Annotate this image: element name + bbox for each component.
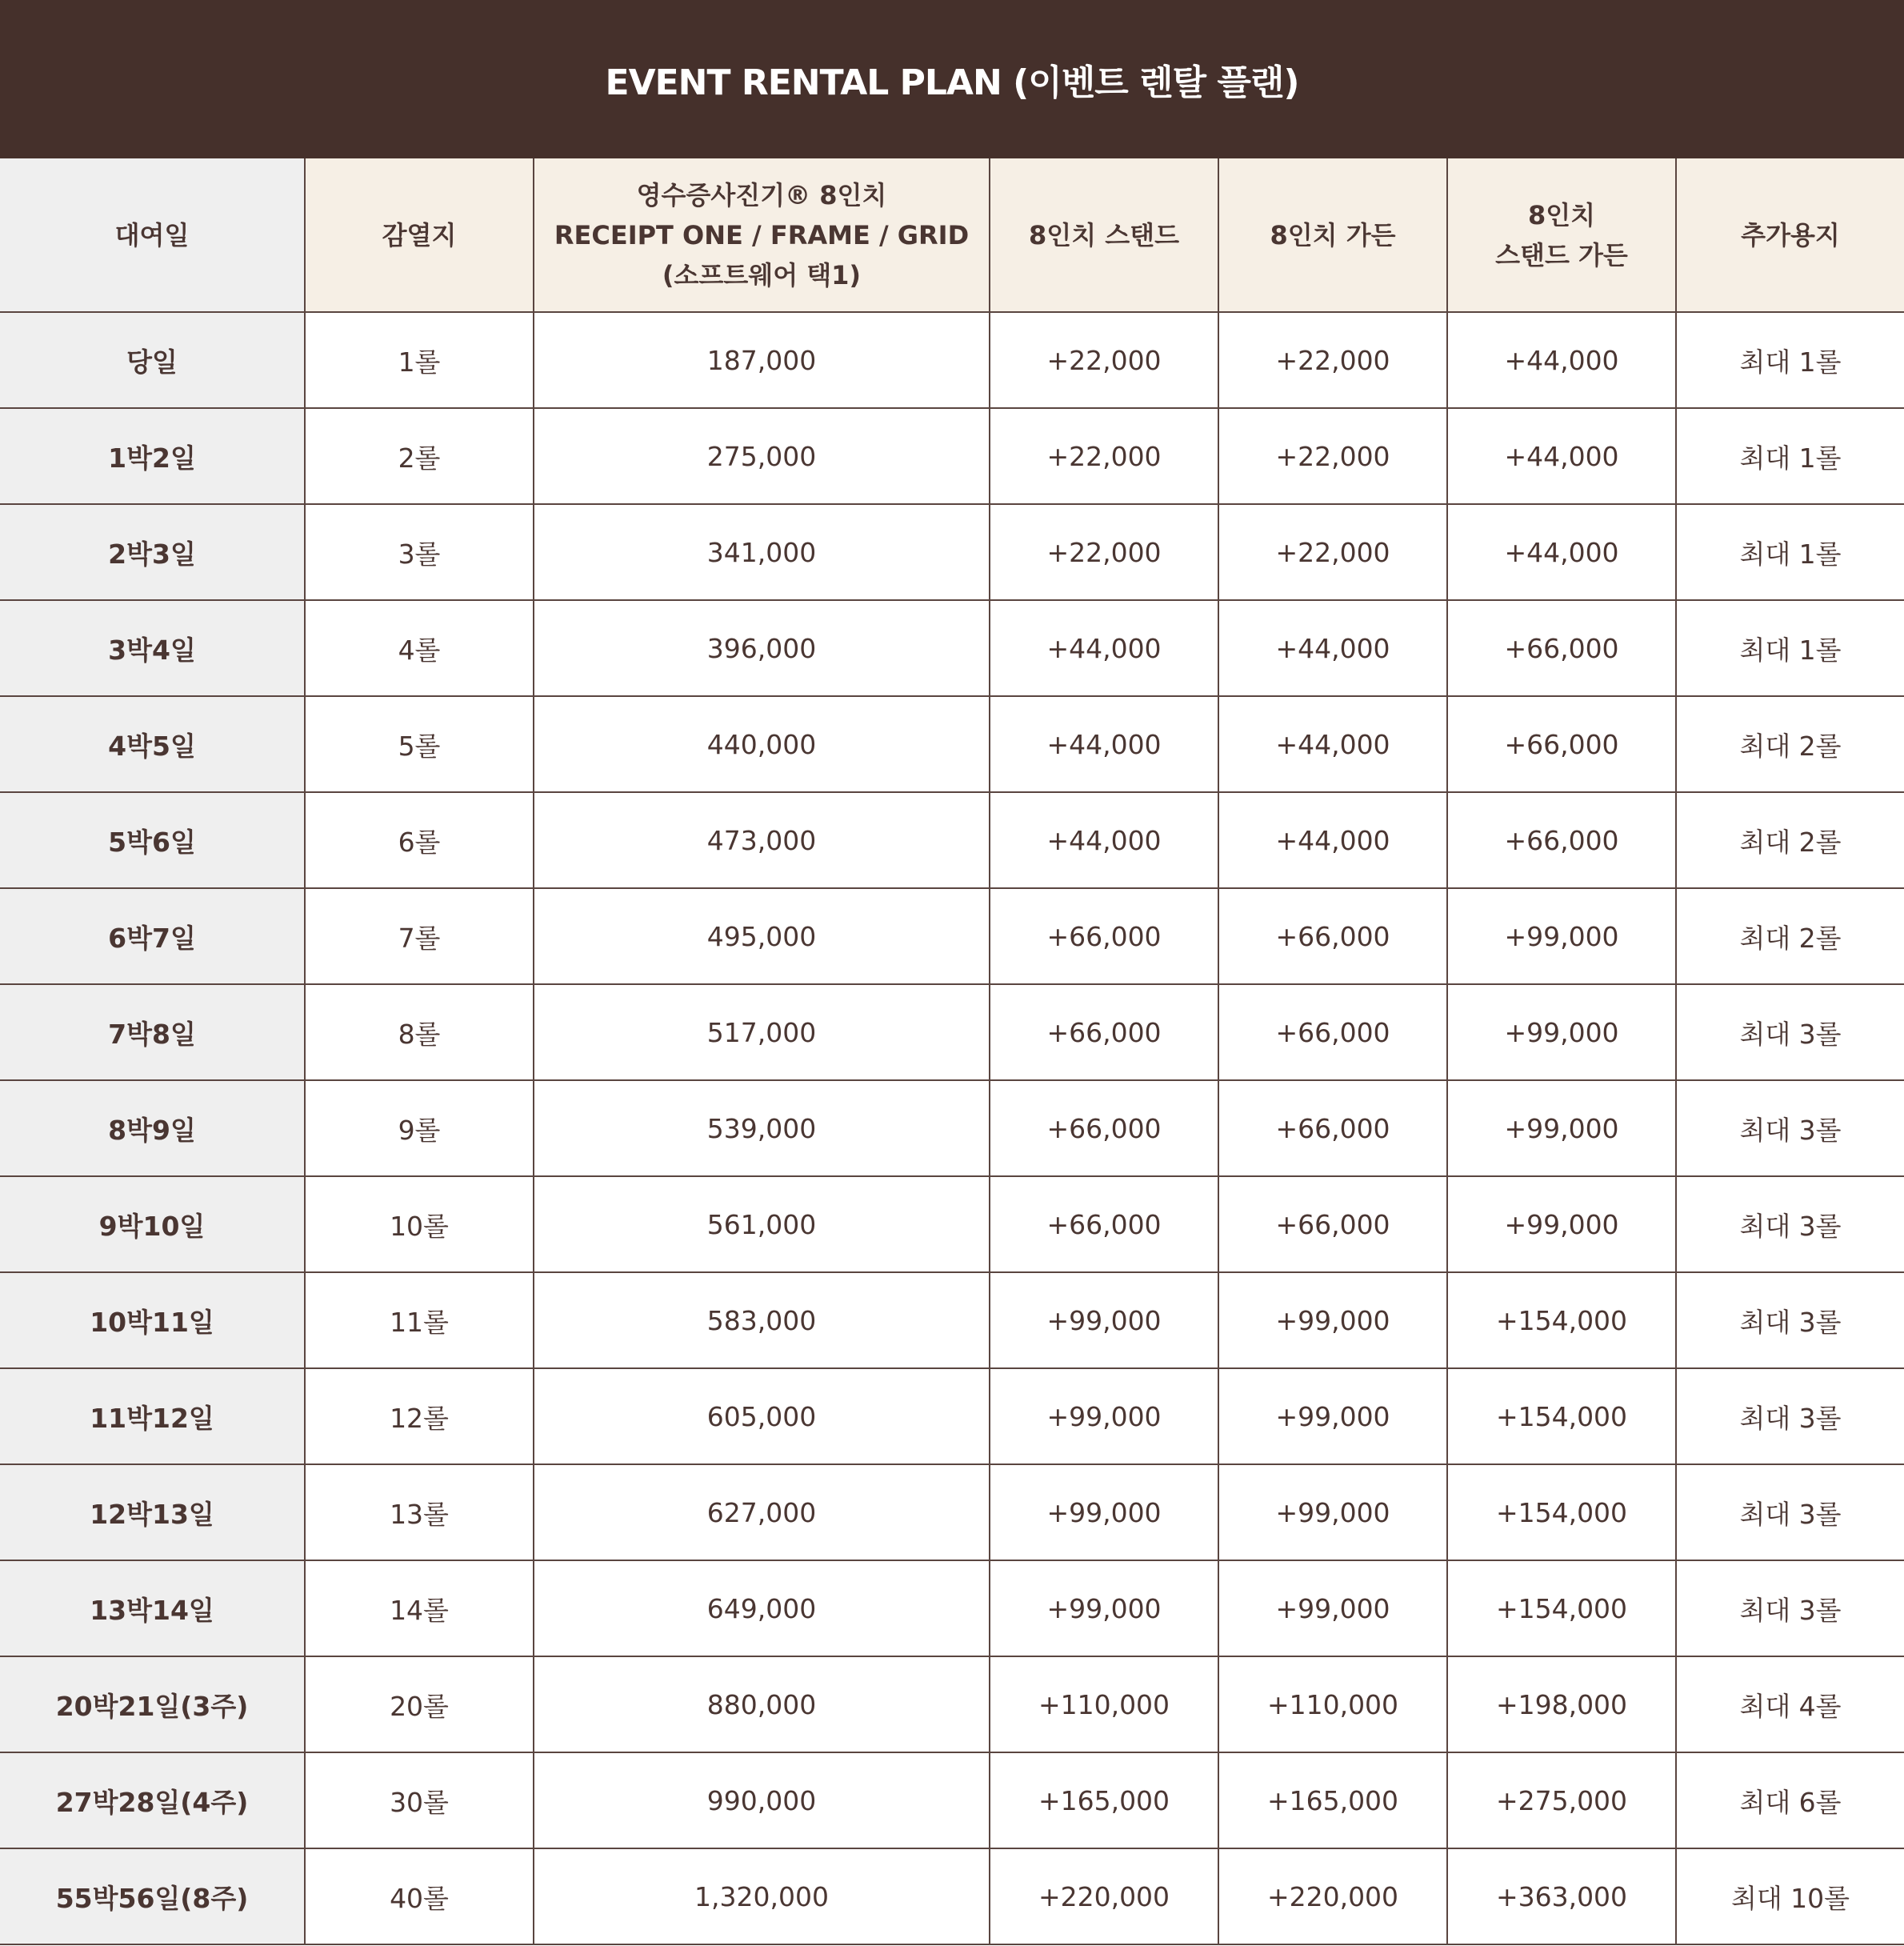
camera-price-cell: 440,000 <box>534 696 990 792</box>
extra-paper-cell: 최대 10롤 <box>1676 1848 1904 1944</box>
stand-garden-price-cell: +66,000 <box>1447 696 1676 792</box>
stand-garden-price-cell: +99,000 <box>1447 984 1676 1080</box>
extra-paper-cell: 최대 1롤 <box>1676 408 1904 504</box>
table-row <box>0 1176 1904 1272</box>
stand-price-cell: +99,000 <box>990 1368 1218 1464</box>
header-line: (소프트웨어 택1) <box>662 259 862 290</box>
table-row <box>0 792 1904 888</box>
stand-price-cell: +99,000 <box>990 1560 1218 1656</box>
stand-garden-price-cell: +44,000 <box>1447 408 1676 504</box>
camera-price-cell: 539,000 <box>534 1080 990 1176</box>
table-row <box>0 696 1904 792</box>
thermal-paper-cell: 9롤 <box>305 1080 534 1176</box>
extra-paper-cell: 최대 3롤 <box>1676 1368 1904 1464</box>
stand-garden-price-cell: +154,000 <box>1447 1560 1676 1656</box>
stand-garden-price-cell: +99,000 <box>1447 1176 1676 1272</box>
rental-period-cell: 2박3일 <box>0 504 305 600</box>
thermal-paper-cell: 5롤 <box>305 696 534 792</box>
stand-garden-price-cell: +154,000 <box>1447 1464 1676 1560</box>
thermal-paper-cell: 3롤 <box>305 504 534 600</box>
garden-price-cell: +99,000 <box>1218 1464 1447 1560</box>
rental-period-cell: 20박21일(3주) <box>0 1656 305 1752</box>
camera-price-cell: 605,000 <box>534 1368 990 1464</box>
header-line: 8인치 가든 <box>1270 219 1396 250</box>
garden-price-cell: +99,000 <box>1218 1560 1447 1656</box>
extra-paper-cell: 최대 1롤 <box>1676 504 1904 600</box>
header-stand-garden <box>1447 158 1676 312</box>
extra-paper-cell: 최대 4롤 <box>1676 1656 1904 1752</box>
camera-price-cell: 583,000 <box>534 1272 990 1368</box>
table-row <box>0 888 1904 984</box>
thermal-paper-cell: 14롤 <box>305 1560 534 1656</box>
stand-garden-price-cell: +275,000 <box>1447 1752 1676 1848</box>
camera-price-cell: 517,000 <box>534 984 990 1080</box>
table-row <box>0 1368 1904 1464</box>
camera-price-cell: 275,000 <box>534 408 990 504</box>
extra-paper-cell: 최대 3롤 <box>1676 1560 1904 1656</box>
header-garden <box>1218 158 1447 312</box>
thermal-paper-cell: 40롤 <box>305 1848 534 1944</box>
thermal-paper-cell: 12롤 <box>305 1368 534 1464</box>
stand-garden-price-cell: +154,000 <box>1447 1368 1676 1464</box>
header-extra-paper <box>1676 158 1904 312</box>
rental-plan-table <box>0 158 1904 1945</box>
garden-price-cell: +110,000 <box>1218 1656 1447 1752</box>
extra-paper-cell: 최대 1롤 <box>1676 600 1904 696</box>
header-line: 추가용지 <box>1741 219 1840 250</box>
garden-price-cell: +22,000 <box>1218 504 1447 600</box>
garden-price-cell: +22,000 <box>1218 312 1447 408</box>
header-thermal-paper <box>305 158 534 312</box>
rental-period-cell: 5박6일 <box>0 792 305 888</box>
table-row <box>0 1560 1904 1656</box>
extra-paper-cell: 최대 3롤 <box>1676 984 1904 1080</box>
thermal-paper-cell: 20롤 <box>305 1656 534 1752</box>
extra-paper-cell: 최대 3롤 <box>1676 1176 1904 1272</box>
stand-price-cell: +44,000 <box>990 696 1218 792</box>
table-row <box>0 984 1904 1080</box>
garden-price-cell: +220,000 <box>1218 1848 1447 1944</box>
header-receipt-camera <box>534 158 990 312</box>
thermal-paper-cell: 1롤 <box>305 312 534 408</box>
stand-price-cell: +66,000 <box>990 984 1218 1080</box>
table-body <box>0 312 1904 1944</box>
stand-price-cell: +22,000 <box>990 312 1218 408</box>
rental-period-cell: 3박4일 <box>0 600 305 696</box>
rental-period-cell: 7박8일 <box>0 984 305 1080</box>
extra-paper-cell: 최대 3롤 <box>1676 1464 1904 1560</box>
camera-price-cell: 396,000 <box>534 600 990 696</box>
stand-garden-price-cell: +66,000 <box>1447 600 1676 696</box>
garden-price-cell: +44,000 <box>1218 600 1447 696</box>
garden-price-cell: +66,000 <box>1218 984 1447 1080</box>
header-line: 감열지 <box>382 219 457 250</box>
extra-paper-cell: 최대 3롤 <box>1676 1272 1904 1368</box>
stand-price-cell: +22,000 <box>990 504 1218 600</box>
garden-price-cell: +99,000 <box>1218 1368 1447 1464</box>
camera-price-cell: 495,000 <box>534 888 990 984</box>
extra-paper-cell: 최대 2롤 <box>1676 696 1904 792</box>
title-bar <box>0 0 1904 158</box>
rental-period-cell: 27박28일(4주) <box>0 1752 305 1848</box>
table-row <box>0 1656 1904 1752</box>
header-rental-period <box>0 158 305 312</box>
stand-price-cell: +44,000 <box>990 600 1218 696</box>
garden-price-cell: +66,000 <box>1218 888 1447 984</box>
rental-period-cell: 당일 <box>0 312 305 408</box>
camera-price-cell: 473,000 <box>534 792 990 888</box>
stand-garden-price-cell: +44,000 <box>1447 504 1676 600</box>
rental-period-cell: 8박9일 <box>0 1080 305 1176</box>
rental-period-cell: 55박56일(8주) <box>0 1848 305 1944</box>
thermal-paper-cell: 2롤 <box>305 408 534 504</box>
stand-garden-price-cell: +44,000 <box>1447 312 1676 408</box>
thermal-paper-cell: 30롤 <box>305 1752 534 1848</box>
camera-price-cell: 341,000 <box>534 504 990 600</box>
extra-paper-cell: 최대 2롤 <box>1676 792 1904 888</box>
stand-garden-price-cell: +363,000 <box>1447 1848 1676 1944</box>
stand-garden-price-cell: +99,000 <box>1447 1080 1676 1176</box>
rental-period-cell: 13박14일 <box>0 1560 305 1656</box>
thermal-paper-cell: 13롤 <box>305 1464 534 1560</box>
header-line: RECEIPT ONE / FRAME / GRID <box>554 219 970 250</box>
header-row <box>0 158 1904 312</box>
rental-period-cell: 6박7일 <box>0 888 305 984</box>
garden-price-cell: +66,000 <box>1218 1176 1447 1272</box>
rental-period-cell: 1박2일 <box>0 408 305 504</box>
stand-price-cell: +66,000 <box>990 1176 1218 1272</box>
table-row <box>0 504 1904 600</box>
header-line: 8인치 <box>1527 199 1596 230</box>
extra-paper-cell: 최대 6롤 <box>1676 1752 1904 1848</box>
rental-period-cell: 10박11일 <box>0 1272 305 1368</box>
extra-paper-cell: 최대 1롤 <box>1676 312 1904 408</box>
table-row <box>0 1752 1904 1848</box>
header-stand <box>990 158 1218 312</box>
thermal-paper-cell: 6롤 <box>305 792 534 888</box>
stand-price-cell: +165,000 <box>990 1752 1218 1848</box>
table-row <box>0 312 1904 408</box>
garden-price-cell: +44,000 <box>1218 792 1447 888</box>
thermal-paper-cell: 8롤 <box>305 984 534 1080</box>
stand-price-cell: +22,000 <box>990 408 1218 504</box>
camera-price-cell: 1,320,000 <box>534 1848 990 1944</box>
stand-price-cell: +66,000 <box>990 1080 1218 1176</box>
table-row <box>0 600 1904 696</box>
camera-price-cell: 880,000 <box>534 1656 990 1752</box>
garden-price-cell: +165,000 <box>1218 1752 1447 1848</box>
thermal-paper-cell: 10롤 <box>305 1176 534 1272</box>
header-line: 영수증사진기® 8인치 <box>636 179 887 210</box>
rental-period-cell: 12박13일 <box>0 1464 305 1560</box>
garden-price-cell: +22,000 <box>1218 408 1447 504</box>
thermal-paper-cell: 7롤 <box>305 888 534 984</box>
header-line: 8인치 스탠드 <box>1029 219 1179 250</box>
stand-price-cell: +66,000 <box>990 888 1218 984</box>
header-line: 스탠드 가든 <box>1495 239 1628 270</box>
camera-price-cell: 990,000 <box>534 1752 990 1848</box>
table-row <box>0 1272 1904 1368</box>
stand-garden-price-cell: +66,000 <box>1447 792 1676 888</box>
stand-price-cell: +110,000 <box>990 1656 1218 1752</box>
garden-price-cell: +99,000 <box>1218 1272 1447 1368</box>
garden-price-cell: +66,000 <box>1218 1080 1447 1176</box>
extra-paper-cell: 최대 2롤 <box>1676 888 1904 984</box>
camera-price-cell: 187,000 <box>534 312 990 408</box>
stand-price-cell: +44,000 <box>990 792 1218 888</box>
stand-price-cell: +99,000 <box>990 1272 1218 1368</box>
stand-price-cell: +99,000 <box>990 1464 1218 1560</box>
thermal-paper-cell: 4롤 <box>305 600 534 696</box>
rental-period-cell: 9박10일 <box>0 1176 305 1272</box>
thermal-paper-cell: 11롤 <box>305 1272 534 1368</box>
extra-paper-cell: 최대 3롤 <box>1676 1080 1904 1176</box>
garden-price-cell: +44,000 <box>1218 696 1447 792</box>
table-row <box>0 1848 1904 1944</box>
stand-garden-price-cell: +154,000 <box>1447 1272 1676 1368</box>
stand-garden-price-cell: +99,000 <box>1447 888 1676 984</box>
table-row <box>0 1464 1904 1560</box>
stand-garden-price-cell: +198,000 <box>1447 1656 1676 1752</box>
header-line: 대여일 <box>114 219 190 250</box>
table-row <box>0 408 1904 504</box>
page-title: EVENT RENTAL PLAN (이벤트 렌탈 플랜) <box>605 62 1299 103</box>
camera-price-cell: 561,000 <box>534 1176 990 1272</box>
table-row <box>0 1080 1904 1176</box>
stand-price-cell: +220,000 <box>990 1848 1218 1944</box>
camera-price-cell: 627,000 <box>534 1464 990 1560</box>
rental-period-cell: 11박12일 <box>0 1368 305 1464</box>
rental-period-cell: 4박5일 <box>0 696 305 792</box>
camera-price-cell: 649,000 <box>534 1560 990 1656</box>
